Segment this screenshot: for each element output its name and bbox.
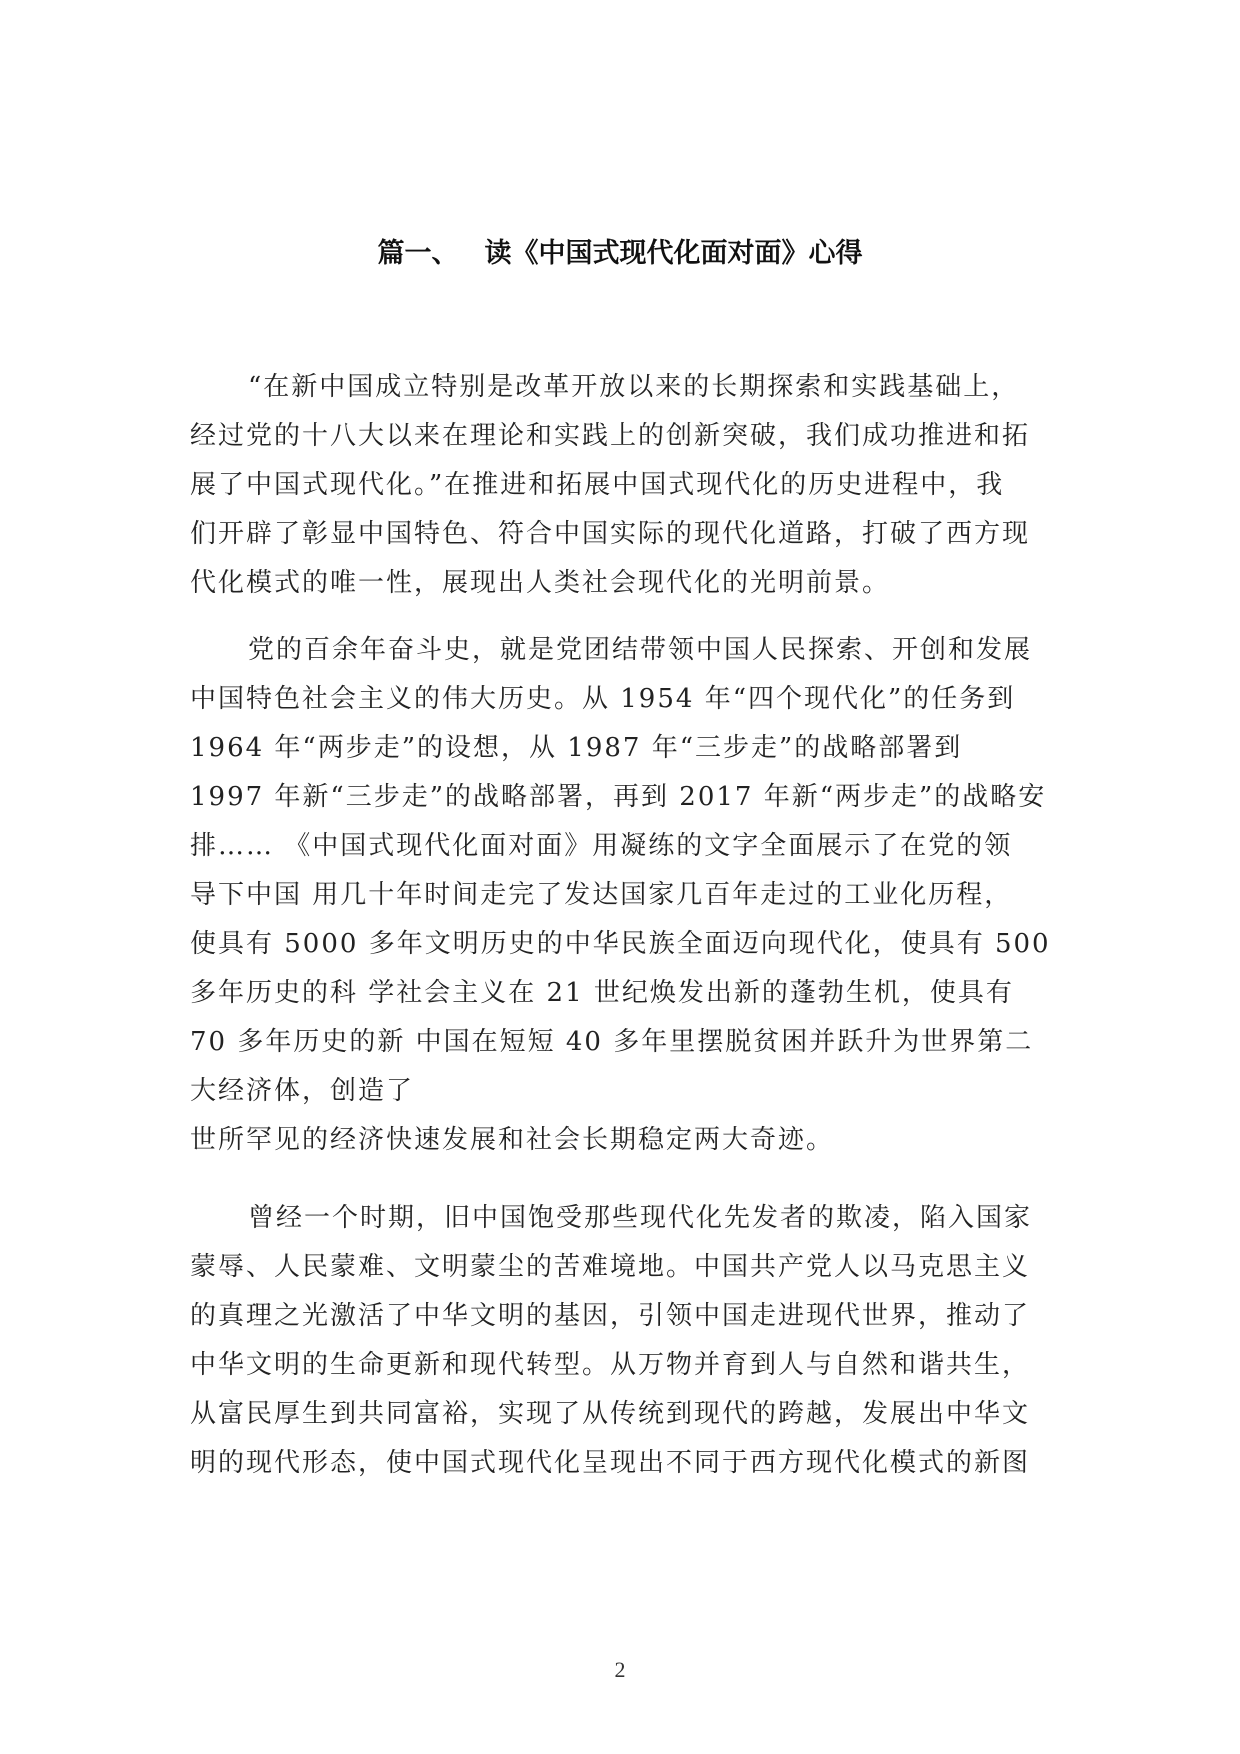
paragraph-line: 大经济体，创造了 bbox=[190, 1076, 415, 1106]
paragraph-line: 经过党的十八大以来在理论和实践上的创新突破，我们成功推进和拓 bbox=[190, 421, 1031, 451]
title-section-label: 篇一、 bbox=[377, 238, 459, 269]
paragraph-line: 从富民厚生到共同富裕，实现了从传统到现代的跨越，发展出中华文 bbox=[190, 1399, 1031, 1429]
paragraph-line: 70 多年历史的新 中国在短短 40 多年里摆脱贫困并跃升为世界第二 bbox=[190, 1027, 1034, 1057]
paragraph-line: 导下中国 用几十年时间走完了发达国家几百年走过的工业化历程， bbox=[190, 880, 1013, 910]
paragraph-line: 党的百余年奋斗史，就是党团结带领中国人民探索、开创和发展 bbox=[248, 635, 1033, 665]
paragraph-line: 使具有 5000 多年文明历史的中华民族全面迈向现代化，使具有 500 bbox=[190, 929, 1051, 959]
paragraph-line: 世所罕见的经济快速发展和社会长期稳定两大奇迹。 bbox=[190, 1125, 835, 1155]
paragraph-line: 中华文明的生命更新和现代转型。从万物并育到人与自然和谐共生， bbox=[190, 1350, 1031, 1380]
paragraph-line: “在新中国成立特别是改革开放以来的长期探索和实践基础上， bbox=[248, 372, 1020, 402]
page-number: 2 bbox=[614, 1657, 626, 1682]
paragraph-line: 代化模式的唯一性，展现出人类社会现代化的光明前景。 bbox=[190, 568, 891, 598]
paragraph-line: 多年历史的科 学社会主义在 21 世纪焕发出新的蓬勃生机，使具有 bbox=[190, 978, 1014, 1008]
document-title bbox=[0, 234, 1240, 274]
paragraph-line: 1964 年“两步走”的设想，从 1987 年“三步走”的战略部署到 bbox=[190, 733, 963, 763]
paragraph-line: 们开辟了彰显中国特色、符合中国实际的现代化道路，打破了西方现 bbox=[190, 519, 1031, 549]
paragraph-line: 展了中国式现代化。”在推进和拓展中国式现代化的历史进程中，我 bbox=[190, 470, 1005, 500]
paragraph-line: 明的现代形态，使中国式现代化呈现出不同于西方现代化模式的新图 bbox=[190, 1448, 1031, 1478]
paragraph-3 bbox=[190, 1194, 1056, 1488]
paragraph-line: 的真理之光激活了中华文明的基因，引领中国走进现代世界，推动了 bbox=[190, 1301, 1031, 1331]
paragraph-2 bbox=[190, 626, 1056, 1165]
title-text: 读《中国式现代化面对面》心得 bbox=[484, 238, 863, 269]
paragraph-line: 1997 年新“三步走”的战略部署，再到 2017 年新“两步走”的战略安 bbox=[190, 782, 1047, 812]
paragraph-line: 蒙辱、人民蒙难、文明蒙尘的苦难境地。中国共产党人以马克思主义 bbox=[190, 1252, 1031, 1282]
paragraph-1 bbox=[190, 363, 1056, 608]
paragraph-line: 曾经一个时期，旧中国饱受那些现代化先发者的欺凌，陷入国家 bbox=[248, 1203, 1033, 1233]
paragraph-line: 中国特色社会主义的伟大历史。从 1954 年“四个现代化”的任务到 bbox=[190, 684, 1016, 714]
paragraph-line: 排…… 《中国式现代化面对面》用凝练的文字全面展示了在党的领 bbox=[190, 831, 1013, 861]
